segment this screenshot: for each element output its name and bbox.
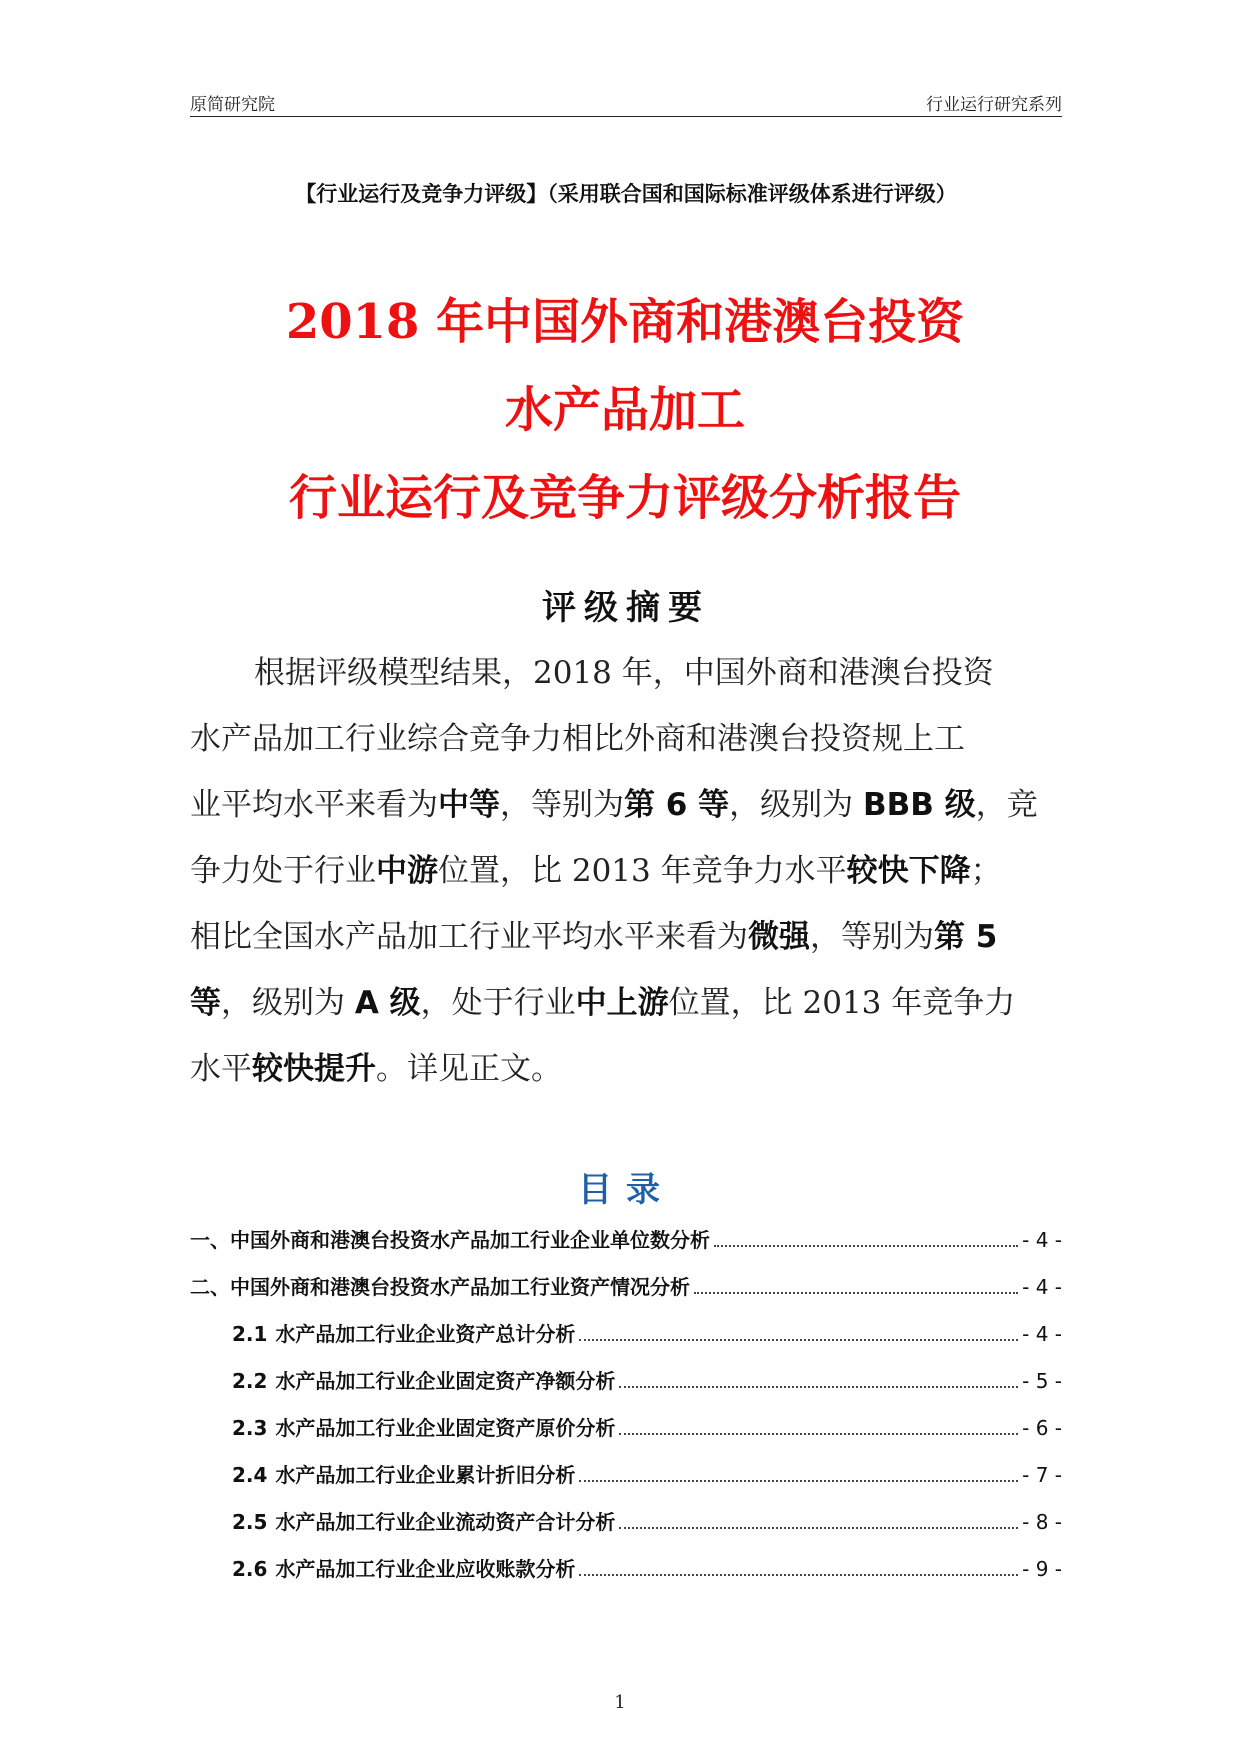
table-of-contents xyxy=(190,1224,1062,1600)
abstract-emphasis: 第 5 xyxy=(934,919,998,955)
toc-entry-number: 2.6 xyxy=(232,1557,268,1581)
abstract-text: 水平 xyxy=(190,1051,252,1087)
toc-entry[interactable] xyxy=(190,1506,1062,1553)
toc-entry[interactable] xyxy=(190,1459,1062,1506)
abstract-heading: 评级摘要 xyxy=(542,588,710,628)
abstract-text: ，级别为 xyxy=(729,787,864,823)
toc-entry[interactable] xyxy=(190,1365,1062,1412)
toc-entry-label xyxy=(232,1506,615,1535)
abstract-emphasis: 中等 xyxy=(438,787,500,823)
abstract-text: 争力处于行业 xyxy=(190,853,376,889)
abstract-body xyxy=(190,640,1064,1102)
abstract-emphasis: 中游 xyxy=(376,853,438,889)
abstract-emphasis: A 级 xyxy=(354,985,421,1021)
toc-dot-leader xyxy=(619,1527,1018,1529)
toc-entry-title: 中国外商和港澳台投资水产品加工行业企业单位数分析 xyxy=(230,1228,710,1252)
toc-entry-label xyxy=(232,1412,615,1441)
toc-entry-page: - 5 - xyxy=(1022,1369,1062,1393)
abstract-text: 位置，比 2013 年竞争力水平 xyxy=(438,853,847,889)
abstract-text: 根据评级模型结果，2018 年，中国外商和港澳台投资 xyxy=(254,655,994,691)
abstract-line xyxy=(190,1036,1064,1102)
toc-entry-title: 水产品加工行业企业流动资产合计分析 xyxy=(275,1510,616,1534)
header-publisher: 原简研究院 xyxy=(190,95,275,115)
page-header xyxy=(190,86,1062,117)
toc-entry[interactable] xyxy=(190,1271,1062,1318)
abstract-line xyxy=(190,970,1064,1036)
toc-entry-title: 水产品加工行业企业累计折旧分析 xyxy=(275,1463,576,1487)
toc-entry-number: 2.1 xyxy=(232,1322,268,1346)
toc-entry-title: 水产品加工行业企业应收账款分析 xyxy=(275,1557,576,1581)
toc-entry-label xyxy=(190,1224,710,1253)
abstract-text: ，竞 xyxy=(975,787,1038,823)
toc-entry[interactable] xyxy=(190,1553,1062,1600)
abstract-emphasis: 微强 xyxy=(748,919,810,955)
report-title xyxy=(160,278,1090,542)
toc-dot-leader xyxy=(619,1386,1018,1388)
toc-entry-title: 水产品加工行业企业资产总计分析 xyxy=(275,1322,576,1346)
toc-entry-number: 2.3 xyxy=(232,1416,268,1440)
toc-entry-number: 一、 xyxy=(190,1228,230,1252)
toc-entry-title: 水产品加工行业企业固定资产原价分析 xyxy=(275,1416,616,1440)
abstract-emphasis: 中上游 xyxy=(575,985,669,1021)
toc-dot-leader xyxy=(619,1433,1018,1435)
title-line-1: 2018 年中国外商和港澳台投资 xyxy=(285,294,965,350)
toc-entry-number: 2.2 xyxy=(232,1369,268,1393)
toc-entry-page: - 4 - xyxy=(1022,1322,1062,1346)
toc-dot-leader xyxy=(579,1574,1018,1576)
toc-entry-page: - 8 - xyxy=(1022,1510,1062,1534)
toc-heading: 目录 xyxy=(578,1170,674,1210)
toc-entry[interactable] xyxy=(190,1318,1062,1365)
toc-entry-title: 中国外商和港澳台投资水产品加工行业资产情况分析 xyxy=(230,1275,690,1299)
toc-entry-page: - 4 - xyxy=(1022,1275,1062,1299)
abstract-text: 水产品加工行业综合竞争力相比外商和港澳台投资规上工 xyxy=(190,721,965,757)
toc-dot-leader xyxy=(714,1245,1018,1247)
toc-dot-leader xyxy=(579,1339,1018,1341)
toc-entry-number: 2.5 xyxy=(232,1510,268,1534)
abstract-emphasis: 较快提升 xyxy=(252,1051,376,1087)
header-series: 行业运行研究系列 xyxy=(926,95,1062,115)
abstract-emphasis: 较快下降 xyxy=(846,853,971,889)
abstract-line xyxy=(190,640,1064,706)
abstract-text: 位置，比 2013 年竞争力 xyxy=(668,985,1016,1021)
toc-entry-page: - 7 - xyxy=(1022,1463,1062,1487)
title-line-2: 水产品加工 xyxy=(504,382,745,438)
abstract-emphasis: 第 6 等 xyxy=(624,787,730,823)
toc-entry-number: 二、 xyxy=(190,1275,230,1299)
abstract-line xyxy=(190,904,1064,970)
title-line-3: 行业运行及竞争力评级分析报告 xyxy=(288,470,961,526)
abstract-emphasis: BBB 级 xyxy=(863,787,976,823)
abstract-text: 。详见正文。 xyxy=(376,1051,562,1087)
abstract-line xyxy=(190,838,1064,904)
abstract-text: ，等别为 xyxy=(810,919,934,955)
toc-entry-page: - 9 - xyxy=(1022,1557,1062,1581)
abstract-line xyxy=(190,772,1064,838)
toc-dot-leader xyxy=(694,1292,1018,1294)
abstract-text: ，等别为 xyxy=(500,787,624,823)
abstract-text: 相比全国水产品加工行业平均水平来看为 xyxy=(190,919,748,955)
toc-entry[interactable] xyxy=(190,1224,1062,1271)
toc-entry[interactable] xyxy=(190,1412,1062,1459)
abstract-text: ； xyxy=(970,853,1002,889)
toc-entry-page: - 6 - xyxy=(1022,1416,1062,1440)
toc-entry-title: 水产品加工行业企业固定资产净额分析 xyxy=(275,1369,616,1393)
toc-dot-leader xyxy=(579,1480,1018,1482)
page-number: 1 xyxy=(614,1692,626,1713)
toc-entry-page: - 4 - xyxy=(1022,1228,1062,1252)
abstract-text: ，级别为 xyxy=(221,985,355,1021)
abstract-line xyxy=(190,706,1064,772)
toc-entry-label xyxy=(232,1365,615,1394)
toc-entry-label xyxy=(190,1271,690,1300)
abstract-emphasis: 等 xyxy=(190,985,221,1021)
toc-entry-label xyxy=(232,1553,575,1582)
toc-entry-label xyxy=(232,1318,575,1347)
abstract-text: ，处于行业 xyxy=(420,985,576,1021)
toc-entry-number: 2.4 xyxy=(232,1463,268,1487)
toc-entry-label xyxy=(232,1459,575,1488)
report-subtitle: 【行业运行及竞争力评级】（采用联合国和国际标准评级体系进行评级） xyxy=(295,182,957,206)
abstract-text: 业平均水平来看为 xyxy=(190,787,438,823)
